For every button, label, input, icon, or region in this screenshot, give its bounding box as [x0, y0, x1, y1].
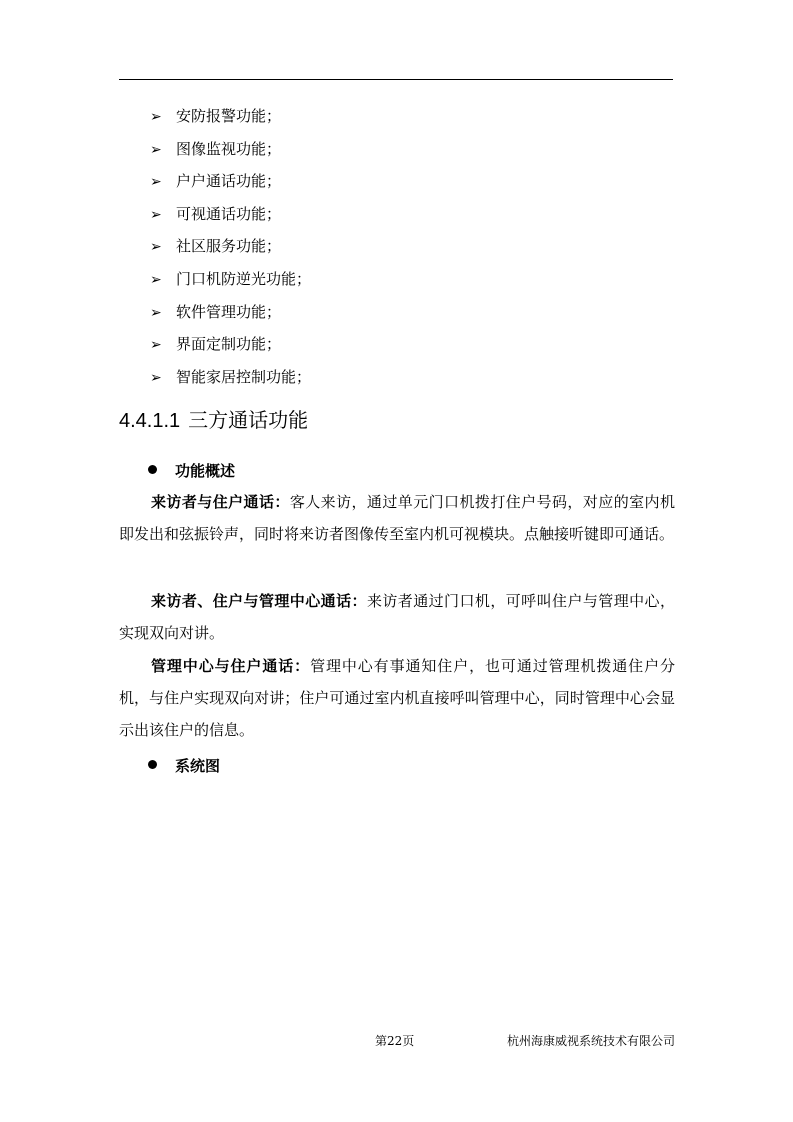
list-item: ➢ 可视通话功能； [150, 198, 311, 231]
arrow-bullet-icon: ➢ [150, 271, 162, 288]
dot-bullet-icon [148, 760, 157, 769]
paragraph-text: 客人来访，通过单元门口机拨打住户号码，对应的室内机即发出和弦振铃声，同时将来访者图像传至室内机可视模块。点触接听键即可通话。 [119, 493, 675, 543]
arrow-bullet-icon: ➢ [150, 304, 162, 321]
paragraph-visitor-resident [119, 486, 675, 550]
arrow-bullet-icon: ➢ [150, 109, 162, 125]
paragraph-visitor-resident-center [119, 585, 675, 649]
list-item: ➢ 智能家居控制功能； [150, 361, 311, 394]
list-item: ➢ 社区服务功能； [150, 230, 311, 263]
section-number: 4.4.1.1 [119, 410, 181, 432]
paragraph-text: 来访者通过门口机，可呼叫住户与管理中心，实现双向对讲。 [119, 592, 675, 642]
section-title: 三方通话功能 [188, 410, 309, 432]
paragraph-label: 来访者、住户与管理中心通话： [151, 592, 367, 610]
arrow-bullet-icon: ➢ [150, 239, 162, 256]
paragraph-center-resident [119, 650, 675, 746]
paragraph-label: 管理中心与住户通话： [151, 657, 311, 675]
arrow-bullet-icon: ➢ [150, 141, 162, 158]
list-item: ➢ 安防报警功能； [150, 100, 311, 133]
overview-heading: 功能概述 [148, 460, 235, 481]
section-heading [119, 404, 308, 433]
list-item: ➢ 软件管理功能； [150, 296, 311, 329]
list-item: ➢ 门口机防逆光功能； [150, 263, 311, 296]
header-rule [119, 79, 673, 80]
page-number: 第22页 [375, 1034, 415, 1048]
list-item: ➢ 界面定制功能； [150, 328, 311, 361]
diagram-heading: 系统图 [148, 755, 220, 776]
paragraph-label: 来访者与住户通话： [151, 493, 290, 511]
list-item: ➢ 图像监视功能； [150, 133, 311, 166]
list-item: ➢ 户户通话功能； [150, 165, 311, 198]
arrow-bullet-icon: ➢ [150, 174, 162, 191]
feature-list [150, 100, 311, 393]
arrow-bullet-icon: ➢ [150, 369, 162, 386]
dot-bullet-icon [148, 465, 157, 474]
footer-company: 杭州海康威视系统技术有限公司 [507, 1034, 676, 1048]
paragraph-text: 管理中心有事通知住户，也可通过管理机拨通住户分机，与住户实现双向对讲；住户可通过室内机直接呼叫管理中心，同时管理中心会显示出该住户的信息。 [119, 657, 675, 739]
arrow-bullet-icon: ➢ [150, 337, 162, 354]
arrow-bullet-icon: ➢ [150, 206, 162, 223]
